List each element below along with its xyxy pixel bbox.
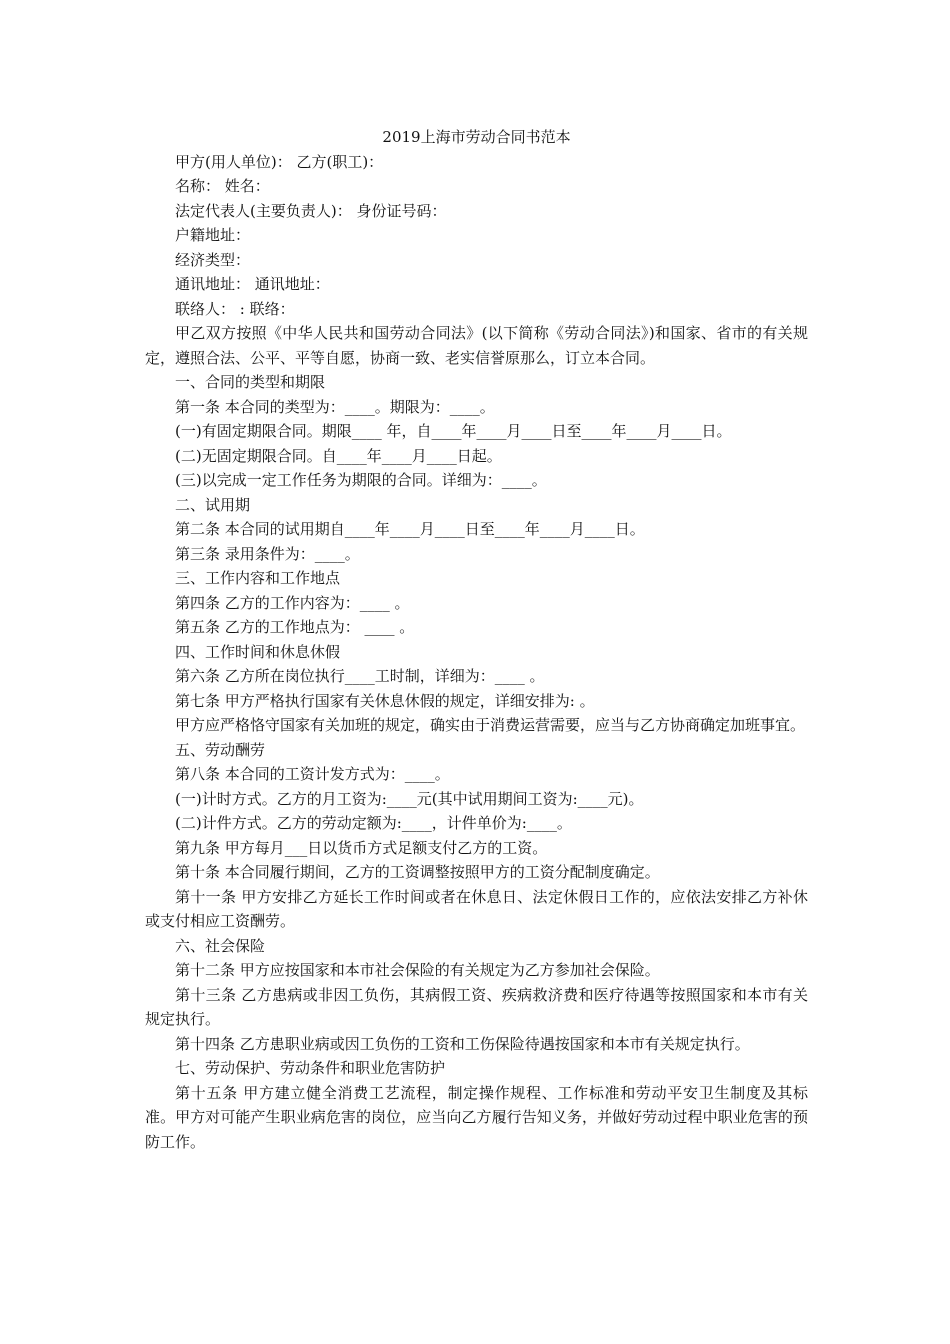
clause-paragraph: (二)计件方式。乙方的劳动定额为:____，计件单价为:____。 [175,814,572,832]
clause-paragraph: (一)计时方式。乙方的月工资为:____元(其中试用期间工资为:____元)。 [175,789,644,808]
mailing-address-line: 通讯地址： 通讯地址： [175,275,330,293]
section-heading: 三、工作内容和工作地点 [175,569,341,587]
article-paragraph: 第十二条 甲方应按国家和本市社会保险的有关规定为乙方参加社会保险。 [175,961,660,979]
article-paragraph: 第十三条 乙方患病或非因工负伤，其病假工资、疾病救济费和医疗待遇等按照国家和本市有关规定执行。 [145,985,808,1028]
section-heading: 四、工作时间和休息休假 [175,642,341,661]
section-heading: 六、社会保险 [175,936,266,955]
clause-paragraph: (一)有固定期限合同。期限____ 年，自____年____月____日至____年____月____日。 [175,422,732,440]
article-paragraph: 第十五条 甲方建立健全消费工艺流程，制定操作规程、工作标准和劳动平安卫生制度及其标准。甲方对可能产生职业病危害的岗位，应当向乙方履行告知义务，并做好劳动过程中职业危害的预防工作。 [145,1083,808,1151]
preamble-paragraph: 甲乙双方按照《中华人民共和国劳动合同法》(以下简称《劳动合同法》)和国家、省市的有关规定，遵照合法、公平、平等自愿，协商一致、老实信誉原那么，订立本合同。 [145,324,808,367]
article-paragraph: 第四条 乙方的工作内容为：____ 。 [175,593,410,612]
article-paragraph: 第六条 乙方所在岗位执行____工时制，详细为：____ 。 [175,667,545,685]
section-heading: 一、合同的类型和期限 [175,373,326,391]
document-title: 2019上海市劳动合同书范本 [382,128,571,146]
section-heading: 七、劳动保护、劳动条件和职业危害防护 [175,1059,446,1077]
article-paragraph: 第十四条 乙方患职业病或因工负伤的工资和工伤保险待遇按国家和本市有关规定执行。 [175,1034,750,1053]
article-paragraph: 第七条 甲方严格执行国家有关休息休假的规定，详细安排为: 。 [175,691,595,710]
article-paragraph: 第三条 录用条件为：____。 [175,544,360,563]
household-address-line: 户籍地址： [175,226,251,244]
clause-paragraph: (二)无固定期限合同。自____年____月____日起。 [175,446,502,465]
economic-type-line: 经济类型： [175,250,251,269]
article-paragraph: 第十一条 甲方安排乙方延长工作时间或者在休息日、法定休假日工作的，应依法安排乙方补休或支付相应工资酬劳。 [145,887,808,930]
section-heading: 二、试用期 [175,495,251,514]
contact-line: 联络人： : 联络： [175,299,295,318]
article-paragraph: 第九条 甲方每月___日以货币方式足额支付乙方的工资。 [175,838,548,857]
article-paragraph: 第五条 乙方的工作地点为： ____ 。 [175,618,415,636]
clause-paragraph: (三)以完成一定工作任务为期限的合同。详细为：____。 [175,471,547,489]
legal-representative-line: 法定代表人(主要负责人)： 身份证号码： [175,201,447,220]
article-paragraph: 第二条 本合同的试用期自____年____月____日至____年____月____日。 [175,520,645,538]
article-paragraph: 第一条 本合同的类型为：____。期限为：____。 [175,397,495,416]
document-page [145,125,808,1154]
section-heading: 五、劳动酬劳 [175,740,266,759]
article-paragraph: 第八条 本合同的工资计发方式为：____。 [175,765,450,783]
party-header-line: 甲方(用人单位)： 乙方(职工)： [175,152,384,171]
name-line: 名称： 姓名： [175,177,270,195]
overtime-paragraph: 甲方应严格恪守国家有关加班的规定，确实由于消费运营需要，应当与乙方协商确定加班事宜。 [175,716,806,734]
article-paragraph: 第十条 本合同履行期间，乙方的工资调整按照甲方的工资分配制度确定。 [175,863,660,881]
